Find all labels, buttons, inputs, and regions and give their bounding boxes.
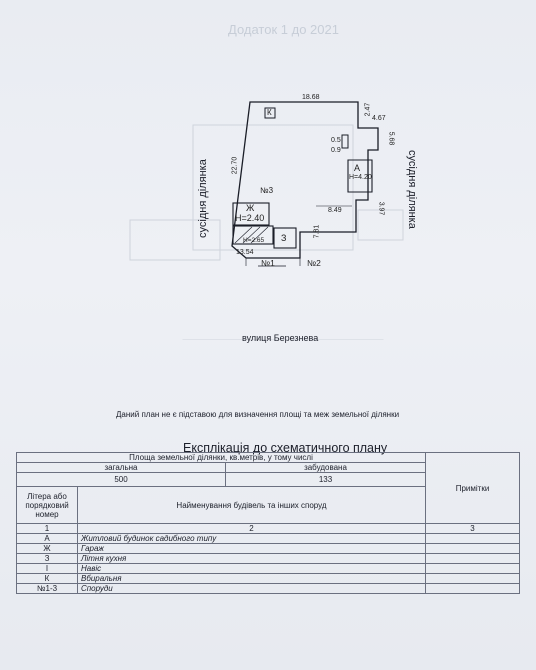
gate-1: №1 [261,258,275,268]
table-row [17,544,520,554]
dim-inner-small: 0.5 [331,137,341,144]
disclaimer-text: Даний план не є підставою для визначення площі та меж земельної ділянки [116,410,400,419]
street-label: вулиця Березнева [242,333,319,343]
row-note [426,544,520,554]
label-z: З [281,233,287,243]
row-name: Навіс [78,564,426,574]
table-row [17,534,520,544]
explication-title: Експлікація до схематичного плану [183,441,388,455]
notes-header: Примітки [426,453,520,524]
label-k: К [267,108,272,117]
dim-left: 22.70 [231,156,239,175]
dim-right-lower: 3.97 [377,201,385,216]
dim-right-side: 5.68 [387,131,395,146]
name-header: Найменування будівель та інших споруд [78,487,426,524]
table-row [17,584,520,594]
row-letter: №1-3 [17,584,78,594]
dim-top: 18.68 [302,94,320,101]
row-letter: К [17,574,78,584]
row-note [426,564,520,574]
col-number-1: 1 [17,524,78,534]
dim-center-vertical: 7.81 [313,224,321,239]
row-letter: А [17,534,78,544]
neighbor-left-label: сусідня ділянка [197,159,209,238]
row-name: Літня кухня [78,554,426,564]
row-note [426,554,520,564]
label-zh-height: H=2.40 [235,213,265,223]
dim-right-step: 4.67 [372,115,386,122]
neighbor-right-label: сусідня ділянка [406,150,418,229]
area-header: Площа земельної ділянки, кв.метрів, у тому числі [17,453,426,463]
header-text: Додаток 1 до 2021 [228,22,339,37]
table-row [17,554,520,564]
dim-right-top: 2.47 [364,102,372,117]
row-name: Вбиральня [78,574,426,584]
plot-number: №3 [260,186,274,195]
row-note [426,584,520,594]
label-a: А [354,163,361,173]
row-letter: З [17,554,78,564]
row-note [426,534,520,544]
table-row [17,574,520,584]
row-name: Житловий будинок садибного типу [78,534,426,544]
dim-inner-left: 0.9 [331,147,341,154]
label-a-height: H=4.20 [349,174,372,181]
col-number-2: 2 [78,524,426,534]
gate-2: №2 [307,258,321,268]
row-letter: І [17,564,78,574]
built-label: забудована [226,463,426,473]
letter-header: Літера або порядковий номер [17,487,78,524]
col-number-3: 3 [426,524,520,534]
row-note [426,574,520,584]
explication-table [16,452,520,594]
table-row [17,564,520,574]
dim-middle: 8.49 [328,207,342,214]
label-zh: Ж [246,203,255,213]
label-shed-height: Н=2.65 [243,237,265,244]
row-name: Гараж [78,544,426,554]
row-letter: Ж [17,544,78,554]
total-value: 500 [17,473,226,487]
dim-bottom: 13.54 [236,249,254,256]
built-value: 133 [226,473,426,487]
row-name: Споруди [78,584,426,594]
total-label: загальна [17,463,226,473]
